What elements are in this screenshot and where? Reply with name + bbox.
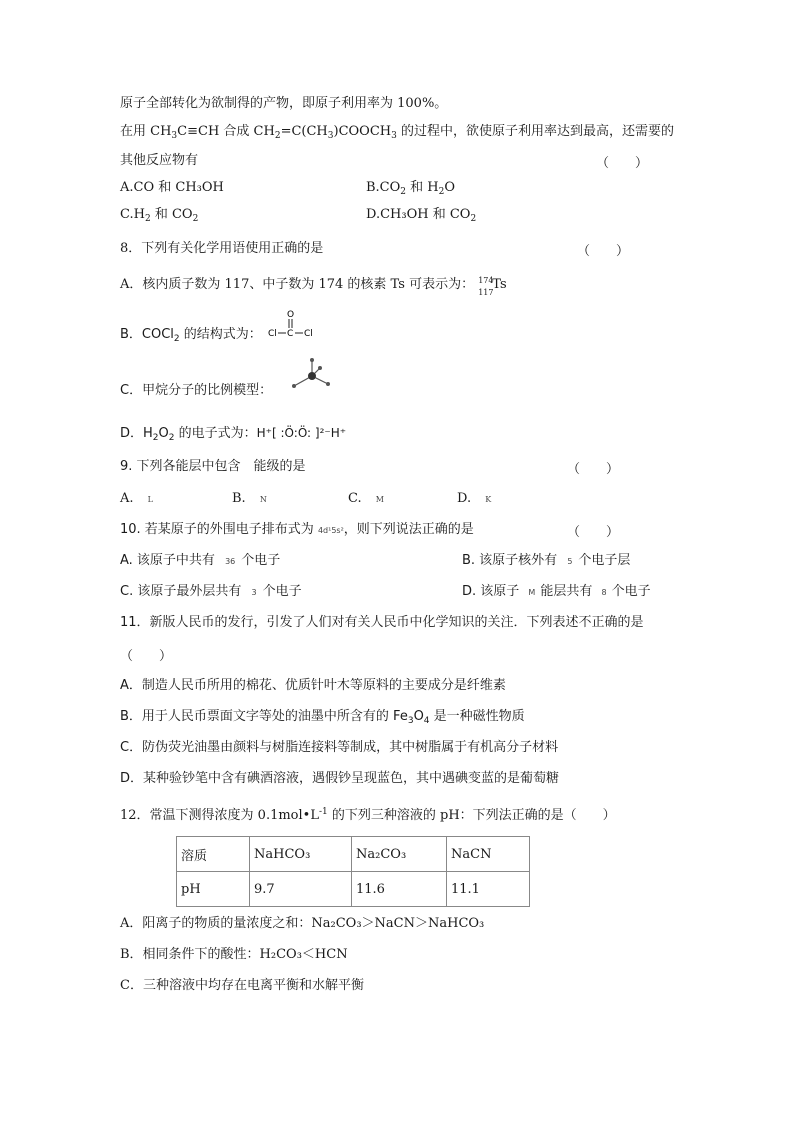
q10-a-num: 36 <box>225 557 236 566</box>
q8-d-b: O <box>158 426 169 441</box>
q7-b-s2: 2 <box>438 187 445 197</box>
q11-answer-paren[interactable] <box>120 645 172 664</box>
q8-a-atomic: 117 <box>478 288 494 297</box>
intro-l2-c: =C(CH <box>280 124 328 139</box>
q9-option-c[interactable] <box>348 490 384 509</box>
q10-answer-paren[interactable] <box>567 521 619 540</box>
q8-a-nuclide-scripts <box>478 276 494 297</box>
q7-b-s1: 2 <box>400 187 407 197</box>
q7-d-a: D.CH₃OH 和 CO <box>366 207 471 222</box>
q10-stem-a: 10. 若某原子的外围电子排布式为 <box>120 522 314 537</box>
q11-b-s2: 4 <box>423 716 430 726</box>
q8-a-mass: 174 <box>478 276 494 285</box>
intro-answer-paren[interactable] <box>596 152 648 171</box>
q9-stem-text: 9. 下列各能层中包含 能级的是 <box>120 459 306 474</box>
intro-line-1 <box>120 95 447 113</box>
q8-stem <box>120 240 323 258</box>
q7-c-s1: 2 <box>144 214 151 224</box>
q11-b-b: O <box>413 709 424 724</box>
q9-stem <box>120 458 306 476</box>
q11-stem-text: 11．新版人民币的发行，引发了人们对有关人民币中化学知识的关注．下列表述不正确的是 <box>120 615 644 630</box>
q9-option-d[interactable] <box>457 490 491 509</box>
q7-b-c: O <box>444 180 456 195</box>
q11-option-b[interactable] <box>120 708 525 726</box>
intro-l2-e: 的过程中，欲使原子利用率达到最高，还需要的 <box>396 124 674 139</box>
intro-line-2 <box>120 123 674 141</box>
intro-l2-s2: 2 <box>274 131 281 141</box>
q9-a-val: L <box>147 495 153 504</box>
q10-c-a: C. 该原子最外层共有 <box>120 584 242 599</box>
q10-option-d[interactable] <box>462 583 651 602</box>
q10-b-b: 个电子层 <box>578 553 631 568</box>
q9-d-val: K <box>485 495 492 504</box>
q10-b-num: 5 <box>567 557 573 566</box>
intro-paren-text: （ ） <box>596 156 649 171</box>
q12-stem-a: 12．常温下测得浓度为 0.1mol•L <box>120 808 319 823</box>
q11-paren-text: （ ） <box>120 649 173 664</box>
q10-d-shell: M <box>528 588 536 597</box>
q9-c-val: M <box>375 495 384 504</box>
q9-option-b[interactable] <box>232 490 267 509</box>
table-cell: 11.6 <box>352 872 447 907</box>
q8-d-s2: 2 <box>168 433 175 443</box>
q9-paren-text: （ ） <box>567 462 620 477</box>
q10-c-num: 3 <box>251 588 257 597</box>
q10-a-a: A. 该原子中共有 <box>120 553 215 568</box>
q10-d-c: 个电子 <box>611 584 651 599</box>
q11-b-s1: 3 <box>407 716 414 726</box>
q9-c-label: C. <box>348 491 362 506</box>
cocl2-cl-right: Cl <box>304 329 313 339</box>
q8-stem-text: 8．下列有关化学用语使用正确的是 <box>120 241 324 256</box>
q12-c-text: C．三种溶液中均存在电离平衡和水解平衡 <box>120 978 364 993</box>
intro-l2-s1: 3 <box>171 131 178 141</box>
q7-option-c[interactable] <box>120 206 198 224</box>
q11-option-a[interactable] <box>120 677 506 695</box>
table-cell: pH <box>177 872 250 907</box>
q10-d-b: 能层共有 <box>540 584 593 599</box>
q8-a-text: A．核内质子数为 117、中子数为 174 的核素 Ts 可表示为： <box>120 277 475 292</box>
q8-a-symbol: Ts <box>492 277 507 292</box>
q8-option-b[interactable] <box>120 326 262 344</box>
table-cell: NaCN <box>447 837 530 872</box>
q9-d-label: D. <box>457 491 472 506</box>
q10-stem <box>120 521 474 540</box>
q8-b-s: 2 <box>173 334 180 344</box>
q7-c-a: C.H <box>120 207 145 222</box>
q8-option-d[interactable] <box>120 424 346 443</box>
cocl2-o-atom: O <box>287 310 295 320</box>
intro-l2-b: C≡CH 合成 CH <box>177 124 275 139</box>
q7-option-a[interactable] <box>120 179 224 197</box>
q11-d-text: D．某种验钞笔中含有碘酒溶液，遇假钞呈现蓝色，其中遇碘变蓝的是葡萄糖 <box>120 771 560 786</box>
q12-b-text: B．相同条件下的酸性：H₂CO₃＜HCN <box>120 947 348 962</box>
q10-d-a: D. 该原子 <box>462 584 520 599</box>
intro-l2-s4: 3 <box>391 131 397 141</box>
q9-a-label: A. <box>120 491 134 506</box>
q7-b-b: 和 H <box>406 180 439 195</box>
table-cell: 溶质 <box>177 837 250 872</box>
intro-l2-a: 在用 CH <box>120 124 172 139</box>
q8-d-s1: 2 <box>152 433 159 443</box>
q11-b-c: 是一种磁性物质 <box>429 709 525 724</box>
q11-stem <box>120 614 644 632</box>
q8-d-c: 的电子式为： <box>174 426 257 441</box>
q11-option-d[interactable] <box>120 770 559 788</box>
methane-carbon <box>308 372 316 380</box>
q10-stem-b: ，则下列说法正确的是 <box>343 522 474 537</box>
q11-a-text: A．制造人民币所用的棉花、优质针叶木等原料的主要成分是纤维素 <box>120 678 506 693</box>
q10-paren-text: （ ） <box>567 525 620 540</box>
q7-c-b: 和 CO <box>150 207 193 222</box>
q10-d-num: 8 <box>601 588 607 597</box>
table-cell: NaHCO₃ <box>250 837 352 872</box>
q12-option-c[interactable] <box>120 977 364 995</box>
table-cell: 11.1 <box>447 872 530 907</box>
q8-d-formula: H⁺[ :Ö:Ö: ]²⁻H⁺ <box>256 426 347 440</box>
intro-line-1-text: 原子全部转化为欲制得的产物，即原子利用率为 100%。 <box>120 96 448 111</box>
q12-option-a[interactable] <box>120 915 484 933</box>
q9-b-label: B. <box>232 491 246 506</box>
q11-b-a: B．用于人民币票面文字等处的油墨中所含有的 Fe <box>120 709 408 724</box>
q12-stem-b: 的下列三种溶液的 pH：下列法正确的是（ ） <box>327 808 616 823</box>
q7-option-b[interactable] <box>366 179 455 197</box>
table-cell: 9.7 <box>250 872 352 907</box>
q8-d-a: D．H <box>120 426 153 441</box>
q10-option-c[interactable] <box>120 583 302 602</box>
q8-answer-paren[interactable] <box>577 240 629 259</box>
q12-ph-table <box>176 836 530 907</box>
q9-answer-paren[interactable] <box>567 458 619 477</box>
q7-c-s2: 2 <box>192 214 199 224</box>
cocl2-structure-diagram <box>268 308 318 344</box>
table-row <box>177 872 530 907</box>
q12-a-text: A．阳离子的物质的量浓度之和：Na₂CO₃＞NaCN＞NaHCO₃ <box>120 916 485 931</box>
q9-option-a[interactable] <box>120 490 153 509</box>
intro-l2-d: )COOCH <box>333 124 392 139</box>
q12-option-b[interactable] <box>120 946 348 964</box>
table-row <box>177 837 530 872</box>
cocl2-cl-left: Cl <box>268 329 277 339</box>
intro-l2-s3: 3 <box>327 131 334 141</box>
intro-line-3-text: 其他反应物有 <box>120 153 199 168</box>
q7-option-d[interactable] <box>366 206 476 224</box>
q12-stem <box>120 807 616 825</box>
q8-option-a[interactable] <box>120 276 507 297</box>
table-cell: Na₂CO₃ <box>352 837 447 872</box>
q10-b-a: B. 该原子核外有 <box>462 553 558 568</box>
q7-d-s1: 2 <box>470 214 477 224</box>
q7-a-text: A.CO 和 CH₃OH <box>120 180 224 195</box>
q12-stem-sup: -1 <box>318 807 328 817</box>
q7-b-a: B.CO <box>366 180 401 195</box>
q8-c-text: C．甲烷分子的比例模型： <box>120 383 273 398</box>
q10-c-b: 个电子 <box>262 584 302 599</box>
cocl2-c-atom: C <box>287 329 294 339</box>
q10-option-a[interactable] <box>120 552 280 571</box>
q8-paren-text: （ ） <box>577 244 630 259</box>
q11-option-c[interactable] <box>120 739 558 757</box>
q10-a-b: 个电子 <box>241 553 281 568</box>
q8-option-c[interactable] <box>120 382 272 400</box>
q8-b-a: B．COCl <box>120 327 174 342</box>
q11-c-text: C．防伪荧光油墨由颜料与树脂连接料等制成，其中树脂属于有机高分子材料 <box>120 740 559 755</box>
intro-line-3 <box>120 152 198 170</box>
q10-stem-config: 4d¹5s² <box>317 526 344 535</box>
q8-b-b: 的结构式为： <box>179 327 262 342</box>
q9-b-val: N <box>259 495 267 504</box>
q10-option-b[interactable] <box>462 552 630 571</box>
methane-model-icon <box>290 356 332 392</box>
